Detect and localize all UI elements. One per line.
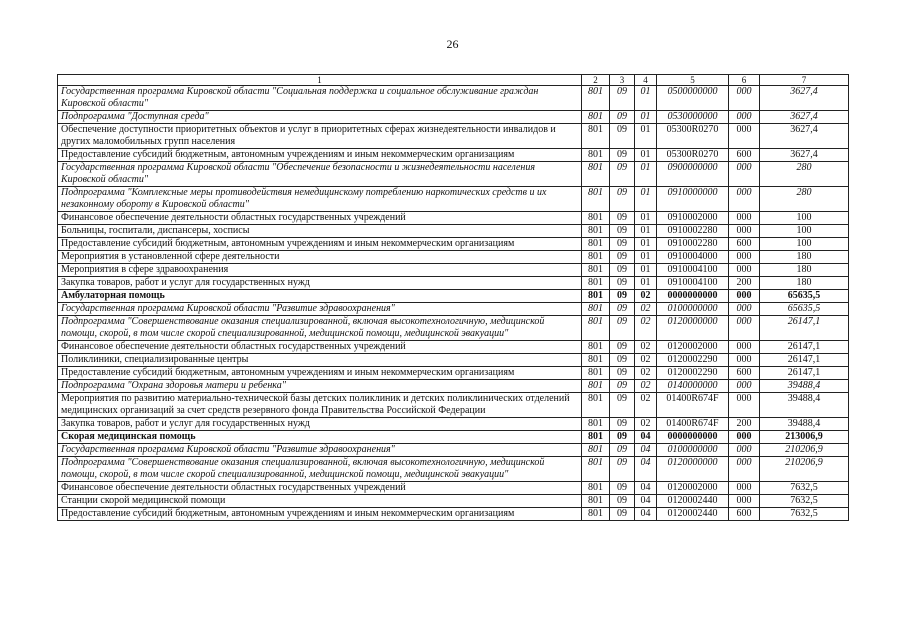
- row-name-cell: Подпрограмма "Совершенствование оказания специализированной, включая высокотехнологичную, медицинской помощи, скорой, в том числе скорой специализированной, медицинской помощи, медицинской эвакуации": [58, 316, 582, 341]
- target-article-cell: 0910002280: [657, 238, 729, 251]
- section-code-cell: 09: [610, 380, 635, 393]
- amount-cell: 3627,4: [760, 149, 849, 162]
- ministry-code-cell: 801: [582, 86, 610, 111]
- ministry-code-cell: 801: [582, 212, 610, 225]
- subsection-code-cell: 01: [635, 225, 657, 238]
- target-article-cell: 0120002290: [657, 367, 729, 380]
- amount-cell: 39488,4: [760, 393, 849, 418]
- target-article-cell: 0000000000: [657, 431, 729, 444]
- table-row: [58, 238, 849, 251]
- expense-type-cell: 000: [729, 393, 760, 418]
- target-article-cell: 0120002440: [657, 508, 729, 521]
- table-row: [58, 380, 849, 393]
- column-header: 4: [635, 75, 657, 86]
- subsection-code-cell: 01: [635, 187, 657, 212]
- section-code-cell: 09: [610, 482, 635, 495]
- row-name-cell: Подпрограмма "Доступная среда": [58, 111, 582, 124]
- table-row: [58, 418, 849, 431]
- target-article-cell: 0910002000: [657, 212, 729, 225]
- section-code-cell: 09: [610, 367, 635, 380]
- column-header: 1: [58, 75, 582, 86]
- table-row: [58, 367, 849, 380]
- ministry-code-cell: 801: [582, 508, 610, 521]
- section-code-cell: 09: [610, 277, 635, 290]
- row-name-cell: Предоставление субсидий бюджетным, автономным учреждениям и иным некоммерческим организациям: [58, 149, 582, 162]
- section-code-cell: 09: [610, 303, 635, 316]
- ministry-code-cell: 801: [582, 482, 610, 495]
- amount-cell: 180: [760, 277, 849, 290]
- column-header: 3: [610, 75, 635, 86]
- amount-cell: 3627,4: [760, 124, 849, 149]
- amount-cell: 100: [760, 238, 849, 251]
- expense-type-cell: 000: [729, 124, 760, 149]
- subsection-code-cell: 01: [635, 251, 657, 264]
- ministry-code-cell: 801: [582, 187, 610, 212]
- subsection-code-cell: 04: [635, 457, 657, 482]
- ministry-code-cell: 801: [582, 418, 610, 431]
- subsection-code-cell: 02: [635, 341, 657, 354]
- target-article-cell: 0000000000: [657, 290, 729, 303]
- target-article-cell: 01400R674F: [657, 418, 729, 431]
- section-code-cell: 09: [610, 316, 635, 341]
- column-header: 7: [760, 75, 849, 86]
- table-row: [58, 431, 849, 444]
- table-row: [58, 508, 849, 521]
- expense-type-cell: 600: [729, 508, 760, 521]
- subsection-code-cell: 02: [635, 380, 657, 393]
- row-name-cell: Подпрограмма "Комплексные меры противодействия немедицинскому потреблению наркотических средств и их незаконному обороту в Кировской области": [58, 187, 582, 212]
- ministry-code-cell: 801: [582, 457, 610, 482]
- column-header: 6: [729, 75, 760, 86]
- section-code-cell: 09: [610, 457, 635, 482]
- expense-type-cell: 600: [729, 238, 760, 251]
- ministry-code-cell: 801: [582, 149, 610, 162]
- amount-cell: 26147,1: [760, 341, 849, 354]
- row-name-cell: Станции скорой медицинской помощи: [58, 495, 582, 508]
- target-article-cell: 0120002440: [657, 495, 729, 508]
- expense-type-cell: 600: [729, 149, 760, 162]
- section-code-cell: 09: [610, 124, 635, 149]
- expense-type-cell: 000: [729, 290, 760, 303]
- section-code-cell: 09: [610, 149, 635, 162]
- target-article-cell: 0100000000: [657, 444, 729, 457]
- table-row: [58, 277, 849, 290]
- section-code-cell: 09: [610, 251, 635, 264]
- ministry-code-cell: 801: [582, 380, 610, 393]
- table-row: [58, 354, 849, 367]
- row-name-cell: Предоставление субсидий бюджетным, автономным учреждениям и иным некоммерческим организациям: [58, 508, 582, 521]
- expense-type-cell: 000: [729, 111, 760, 124]
- row-name-cell: Больницы, госпитали, диспансеры, хосписы: [58, 225, 582, 238]
- amount-cell: 7632,5: [760, 495, 849, 508]
- amount-cell: 39488,4: [760, 380, 849, 393]
- row-name-cell: Предоставление субсидий бюджетным, автономным учреждениям и иным некоммерческим организациям: [58, 367, 582, 380]
- amount-cell: 100: [760, 225, 849, 238]
- amount-cell: 280: [760, 162, 849, 187]
- subsection-code-cell: 02: [635, 367, 657, 380]
- ministry-code-cell: 801: [582, 238, 610, 251]
- expense-type-cell: 000: [729, 251, 760, 264]
- subsection-code-cell: 01: [635, 162, 657, 187]
- table-row: [58, 162, 849, 187]
- section-code-cell: 09: [610, 418, 635, 431]
- section-code-cell: 09: [610, 86, 635, 111]
- section-code-cell: 09: [610, 225, 635, 238]
- table-body: [58, 86, 849, 521]
- ministry-code-cell: 801: [582, 111, 610, 124]
- row-name-cell: Государственная программа Кировской области "Обеспечение безопасности и жизнедеятельности населения Кировской области": [58, 162, 582, 187]
- table-row: [58, 86, 849, 111]
- table-row: [58, 341, 849, 354]
- subsection-code-cell: 02: [635, 354, 657, 367]
- subsection-code-cell: 04: [635, 444, 657, 457]
- expense-type-cell: 000: [729, 341, 760, 354]
- table-row: [58, 303, 849, 316]
- expense-type-cell: 200: [729, 277, 760, 290]
- target-article-cell: 01400R674F: [657, 393, 729, 418]
- target-article-cell: 05300R0270: [657, 149, 729, 162]
- row-name-cell: Финансовое обеспечение деятельности областных государственных учреждений: [58, 212, 582, 225]
- subsection-code-cell: 01: [635, 212, 657, 225]
- expense-type-cell: 000: [729, 187, 760, 212]
- section-code-cell: 09: [610, 162, 635, 187]
- ministry-code-cell: 801: [582, 495, 610, 508]
- target-article-cell: 0500000000: [657, 86, 729, 111]
- expense-type-cell: 000: [729, 354, 760, 367]
- ministry-code-cell: 801: [582, 162, 610, 187]
- section-code-cell: 09: [610, 444, 635, 457]
- row-name-cell: Финансовое обеспечение деятельности областных государственных учреждений: [58, 482, 582, 495]
- amount-cell: 26147,1: [760, 367, 849, 380]
- table-row: [58, 482, 849, 495]
- subsection-code-cell: 01: [635, 264, 657, 277]
- subsection-code-cell: 02: [635, 393, 657, 418]
- amount-cell: 3627,4: [760, 111, 849, 124]
- section-code-cell: 09: [610, 212, 635, 225]
- row-name-cell: Закупка товаров, работ и услуг для государственных нужд: [58, 418, 582, 431]
- column-header: 5: [657, 75, 729, 86]
- amount-cell: 39488,4: [760, 418, 849, 431]
- target-article-cell: 0900000000: [657, 162, 729, 187]
- ministry-code-cell: 801: [582, 431, 610, 444]
- ministry-code-cell: 801: [582, 316, 610, 341]
- ministry-code-cell: 801: [582, 264, 610, 277]
- expense-type-cell: 000: [729, 431, 760, 444]
- table-row: [58, 290, 849, 303]
- table-row: [58, 111, 849, 124]
- section-code-cell: 09: [610, 187, 635, 212]
- ministry-code-cell: 801: [582, 277, 610, 290]
- row-name-cell: Государственная программа Кировской области "Развитие здравоохранения": [58, 444, 582, 457]
- ministry-code-cell: 801: [582, 225, 610, 238]
- section-code-cell: 09: [610, 508, 635, 521]
- expense-type-cell: 000: [729, 162, 760, 187]
- expense-type-cell: 000: [729, 303, 760, 316]
- expense-type-cell: 600: [729, 367, 760, 380]
- target-article-cell: 0910004100: [657, 264, 729, 277]
- table-row: [58, 149, 849, 162]
- subsection-code-cell: 04: [635, 431, 657, 444]
- column-header: 2: [582, 75, 610, 86]
- row-name-cell: Финансовое обеспечение деятельности областных государственных учреждений: [58, 341, 582, 354]
- amount-cell: 7632,5: [760, 482, 849, 495]
- subsection-code-cell: 04: [635, 508, 657, 521]
- amount-cell: 180: [760, 251, 849, 264]
- amount-cell: 100: [760, 212, 849, 225]
- amount-cell: 26147,1: [760, 354, 849, 367]
- row-name-cell: Мероприятия в установленной сфере деятельности: [58, 251, 582, 264]
- row-name-cell: Скорая медицинская помощь: [58, 431, 582, 444]
- subsection-code-cell: 02: [635, 418, 657, 431]
- row-name-cell: Амбулаторная помощь: [58, 290, 582, 303]
- row-name-cell: Мероприятия в сфере здравоохранения: [58, 264, 582, 277]
- section-code-cell: 09: [610, 341, 635, 354]
- row-name-cell: Подпрограмма "Охрана здоровья матери и ребенка": [58, 380, 582, 393]
- table-row: [58, 444, 849, 457]
- table-row: [58, 457, 849, 482]
- target-article-cell: 05300R0270: [657, 124, 729, 149]
- table-row: [58, 225, 849, 238]
- subsection-code-cell: 01: [635, 149, 657, 162]
- table-row: [58, 187, 849, 212]
- row-name-cell: Обеспечение доступности приоритетных объектов и услуг в приоритетных сферах жизнедеятельности инвалидов и других маломобильных групп населения: [58, 124, 582, 149]
- amount-cell: 26147,1: [760, 316, 849, 341]
- ministry-code-cell: 801: [582, 341, 610, 354]
- target-article-cell: 0120002000: [657, 482, 729, 495]
- amount-cell: 180: [760, 264, 849, 277]
- subsection-code-cell: 02: [635, 303, 657, 316]
- section-code-cell: 09: [610, 264, 635, 277]
- table-row: [58, 495, 849, 508]
- subsection-code-cell: 01: [635, 124, 657, 149]
- target-article-cell: 0910002280: [657, 225, 729, 238]
- ministry-code-cell: 801: [582, 124, 610, 149]
- target-article-cell: 0910004000: [657, 251, 729, 264]
- amount-cell: 280: [760, 187, 849, 212]
- section-code-cell: 09: [610, 111, 635, 124]
- row-name-cell: Предоставление субсидий бюджетным, автономным учреждениям и иным некоммерческим организациям: [58, 238, 582, 251]
- table-row: [58, 124, 849, 149]
- subsection-code-cell: 02: [635, 316, 657, 341]
- page-number: 26: [446, 37, 459, 51]
- table-row: [58, 316, 849, 341]
- subsection-code-cell: 04: [635, 482, 657, 495]
- target-article-cell: 0120002290: [657, 354, 729, 367]
- target-article-cell: 0530000000: [657, 111, 729, 124]
- ministry-code-cell: 801: [582, 354, 610, 367]
- ministry-code-cell: 801: [582, 303, 610, 316]
- subsection-code-cell: 01: [635, 238, 657, 251]
- ministry-code-cell: 801: [582, 251, 610, 264]
- amount-cell: 210206,9: [760, 444, 849, 457]
- amount-cell: 65635,5: [760, 303, 849, 316]
- column-number-row: [58, 75, 849, 86]
- section-code-cell: 09: [610, 495, 635, 508]
- expense-type-cell: 000: [729, 316, 760, 341]
- expense-type-cell: 000: [729, 225, 760, 238]
- target-article-cell: 0120000000: [657, 316, 729, 341]
- ministry-code-cell: 801: [582, 367, 610, 380]
- ministry-code-cell: 801: [582, 393, 610, 418]
- ministry-code-cell: 801: [582, 290, 610, 303]
- expense-type-cell: 000: [729, 86, 760, 111]
- table-row: [58, 212, 849, 225]
- amount-cell: 7632,5: [760, 508, 849, 521]
- target-article-cell: 0910004100: [657, 277, 729, 290]
- amount-cell: 65635,5: [760, 290, 849, 303]
- subsection-code-cell: 04: [635, 495, 657, 508]
- amount-cell: 213006,9: [760, 431, 849, 444]
- expense-type-cell: 000: [729, 495, 760, 508]
- expense-type-cell: 000: [729, 380, 760, 393]
- row-name-cell: Закупка товаров, работ и услуг для государственных нужд: [58, 277, 582, 290]
- subsection-code-cell: 01: [635, 277, 657, 290]
- budget-table: [57, 74, 849, 521]
- section-code-cell: 09: [610, 290, 635, 303]
- row-name-cell: Мероприятия по развитию материально-технической базы детских поликлиник и детских поликлинических отделений медицинских организаций за счет средств резервного фонда Правительства Российской Федерации: [58, 393, 582, 418]
- row-name-cell: Государственная программа Кировской области "Развитие здравоохранения": [58, 303, 582, 316]
- target-article-cell: 0100000000: [657, 303, 729, 316]
- expense-type-cell: 000: [729, 212, 760, 225]
- table-row: [58, 264, 849, 277]
- target-article-cell: 0910000000: [657, 187, 729, 212]
- subsection-code-cell: 02: [635, 290, 657, 303]
- row-name-cell: Подпрограмма "Совершенствование оказания специализированной, включая высокотехнологичную, медицинской помощи, скорой, в том числе скорой специализированной, медицинской помощи, медицинской эвакуации": [58, 457, 582, 482]
- table-row: [58, 393, 849, 418]
- section-code-cell: 09: [610, 393, 635, 418]
- expense-type-cell: 000: [729, 457, 760, 482]
- target-article-cell: 0140000000: [657, 380, 729, 393]
- amount-cell: 210206,9: [760, 457, 849, 482]
- section-code-cell: 09: [610, 431, 635, 444]
- expense-type-cell: 000: [729, 482, 760, 495]
- ministry-code-cell: 801: [582, 444, 610, 457]
- amount-cell: 3627,4: [760, 86, 849, 111]
- subsection-code-cell: 01: [635, 111, 657, 124]
- table-row: [58, 251, 849, 264]
- row-name-cell: Поликлиники, специализированные центры: [58, 354, 582, 367]
- section-code-cell: 09: [610, 354, 635, 367]
- target-article-cell: 0120002000: [657, 341, 729, 354]
- subsection-code-cell: 01: [635, 86, 657, 111]
- expense-type-cell: 200: [729, 418, 760, 431]
- expense-type-cell: 000: [729, 444, 760, 457]
- target-article-cell: 0120000000: [657, 457, 729, 482]
- expense-type-cell: 000: [729, 264, 760, 277]
- section-code-cell: 09: [610, 238, 635, 251]
- row-name-cell: Государственная программа Кировской области "Социальная поддержка и социальное обслуживание граждан Кировской области": [58, 86, 582, 111]
